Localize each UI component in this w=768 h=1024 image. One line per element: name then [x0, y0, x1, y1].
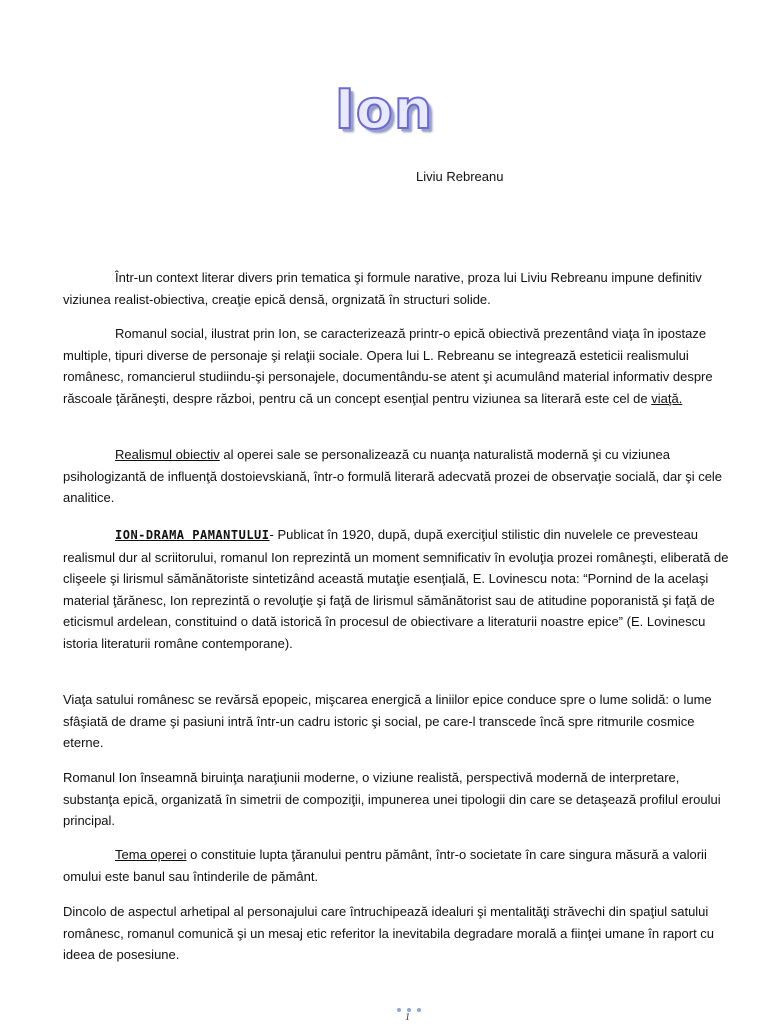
underlined-word: viaţă.: [651, 390, 683, 406]
paragraph-text: o constituie lupta ţăranului pentru pământ, într-o societate în care singura măsură a valorii omului este banul sau întinderile de pământ.: [63, 847, 707, 884]
paragraph-realism: [63, 444, 733, 509]
paragraph-text: Romanul Ion înseamnă biruinţa naraţiunii moderne, o viziune realistă, perspectivă modernă de interpretare, substanţa epică, organizată în simetrii de compoziţii, impunerea unei tipologii din care se detaşează profilul eroului principal.: [63, 770, 721, 829]
paragraph-text: Într-un context literar divers prin tematica şi formule narative, proza lui Liviu Rebreanu impune definitiv viziunea realist-obiectiva, creaţie epică densă, orgnizată în structuri solide.: [63, 270, 702, 307]
paragraph-text: Romanul social, ilustrat prin Ion, se caracterizează printr-o epică obiectivă prezentând viaţa în ipostaze multiple, tipuri diverse de personaje şi relaţii sociale. Opera lui L. Rebreanu se integrează esteticii realismului românesc, romancierul studiindu-şi personajele, documentându-se atent şi acumulând material informativ despre răscoale ţărăneşti, despre război, pentru că un concept esenţial pentru viziunea sa literară este cel de: [63, 326, 713, 406]
paragraph-ethics: [63, 901, 733, 966]
page-number: 1: [405, 1012, 410, 1023]
document-title: Ion: [334, 78, 434, 141]
paragraph-text: - Publicat în 1920, după, după exerciţiul stilistic din nuvelele ce prevesteau realismul dur al scriitorului, romanul Ion reprezintă un moment semnificativ în evoluţia prozei româneşti, eliberată de clişeele şi lirismul sămănătoriste sintetizând această mutaţie esenţială, E. Lovinescu nota: “Pornind de la acelaşi material ţărănesc, Ion reprezintă o revoluţie şi faţă de lirismul sămănătorist sau de atitudine poporanistă şi faţă de eticismul ardelean, constituind o dată istorică în procesul de obiectivare a literaturii noastre epice” (E. Lovinescu istoria literaturii române contemporane).: [63, 527, 729, 651]
paragraph-intro: [63, 267, 733, 310]
paragraph-text: al operei sale se personalizează cu nuanţa naturalistă modernă şi cu viziunea psihologizantă de influenţă dostoievskiană, într-o formulă literară adecvată prozei de observaţie socială, dar şi cele analitice.: [63, 447, 723, 506]
section-heading: Tema operei: [115, 847, 187, 862]
section-heading: Realismul obiectiv: [115, 447, 220, 462]
paragraph-text: Dincolo de aspectul arhetipal al personajului care întruchipează idealuri şi mentalităţi străvechi din spaţiul satului românesc, romanul comunică şi un mesaj etic referitor la inevitabila degradare morală a fiinţei umane în raport cu ideea de posesiune.: [63, 904, 715, 963]
author-name: Liviu Rebreanu: [416, 169, 504, 184]
paragraph-text: Viaţa satului românesc se revărsă epopeic, mişcarea energică a liniilor epice conduce spre o lume solidă: o lume sfâşiată de drame şi pasiuni intră într-un cadru istoric şi social, pe care-l transcede încă spre ritmurile cosmice eterne.: [63, 692, 712, 751]
ornament-dot: [417, 1008, 421, 1012]
paragraph-drama: [63, 524, 733, 655]
paragraph-modern-narrative: [63, 767, 733, 832]
section-heading: ION-DRAMA PAMANTULUI: [115, 528, 270, 542]
ornament-dot: [397, 1008, 401, 1012]
paragraph-village-life: [63, 689, 733, 754]
paragraph-theme: [63, 844, 733, 887]
paragraph-social-novel: [63, 323, 733, 409]
